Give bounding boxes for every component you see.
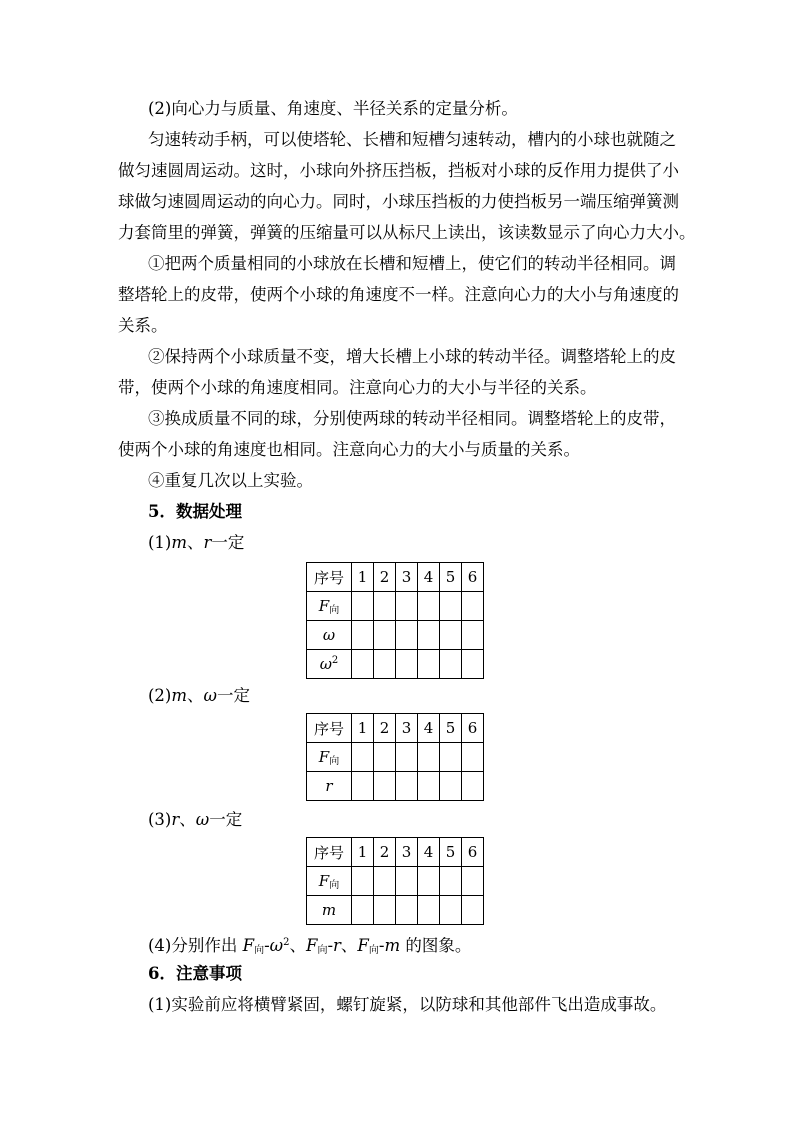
table-col-header: 1 (352, 838, 374, 867)
table-cell (462, 896, 484, 925)
paragraph-line: 带，使两个小球的角速度相同。注意向心力的大小与半径的关系。 (118, 378, 597, 397)
table-cell (352, 592, 374, 621)
table-col-header: 6 (462, 563, 484, 592)
paragraph-subheading-2: (2)向心力与质量、角速度、半径关系的定量分析。 (148, 99, 518, 118)
data-table-1 (306, 562, 484, 679)
table-cell (352, 650, 374, 679)
table-col-header: 3 (396, 838, 418, 867)
table-row (307, 714, 484, 743)
table-row (307, 650, 484, 679)
subheading-table-1: (1)m、r一定 (148, 533, 245, 552)
row-label-force: $F_向$ (307, 867, 352, 896)
table-cell (396, 592, 418, 621)
section-heading-5: 5．数据处理 (148, 502, 242, 521)
table-col-header: 4 (418, 563, 440, 592)
table-cell (396, 743, 418, 772)
paragraph-line: 使两个小球的角速度也相同。注意向心力的大小与质量的关系。 (118, 440, 580, 459)
table-cell (374, 650, 396, 679)
table-col-header: 5 (440, 714, 462, 743)
table-col-header: 5 (440, 838, 462, 867)
data-table-2 (306, 713, 484, 801)
table-cell (352, 896, 374, 925)
table-cell (418, 650, 440, 679)
table-cell (396, 772, 418, 801)
row-label-force: $F_向$ (307, 592, 352, 621)
table-cell (418, 743, 440, 772)
paragraph-line: 做匀速圆周运动。这时，小球向外挤压挡板，挡板对小球的反作用力提供了小 (118, 161, 679, 180)
table-cell (374, 592, 396, 621)
table-col-header: 1 (352, 714, 374, 743)
row-label-omega-squared: $\omega^2$ (307, 650, 352, 679)
table-cell (374, 621, 396, 650)
paragraph-line: 关系。 (118, 316, 168, 335)
table-cell (440, 650, 462, 679)
table-cell (352, 867, 374, 896)
table-cell (396, 621, 418, 650)
table-cell (440, 743, 462, 772)
paragraph-line: 力套筒里的弹簧，弹簧的压缩量可以从标尺上读出，该读数显示了向心力大小。 (118, 223, 696, 242)
table-header-cell: 序号 (307, 714, 352, 743)
paragraph-line: ①把两个质量相同的小球放在长槽和短槽上，使它们的转动半径相同。调 (148, 254, 676, 273)
table-cell (374, 743, 396, 772)
table-row (307, 772, 484, 801)
table-col-header: 6 (462, 838, 484, 867)
data-table-3 (306, 837, 484, 925)
table-cell (440, 896, 462, 925)
table-cell (396, 867, 418, 896)
table-row (307, 867, 484, 896)
table-cell (440, 772, 462, 801)
table-cell (374, 772, 396, 801)
table-col-header: 2 (374, 838, 396, 867)
paragraph-line: ④重复几次以上实验。 (148, 471, 313, 490)
table-cell (396, 896, 418, 925)
paragraph-line: (1)实验前应将横臂紧固，螺钉旋紧，以防球和其他部件飞出造成事故。 (148, 995, 667, 1014)
table-cell (374, 896, 396, 925)
paragraph-line: ③换成质量不同的球，分别使两球的转动半径相同。调整塔轮上的皮带， (148, 409, 676, 428)
paragraph-line: 匀速转动手柄，可以使塔轮、长槽和短槽匀速转动，槽内的小球也就随之 (148, 130, 676, 149)
table-cell (462, 867, 484, 896)
table-col-header: 1 (352, 563, 374, 592)
section-heading-6: 6．注意事项 (148, 964, 242, 983)
row-label-radius: r (307, 772, 352, 801)
table-cell (418, 896, 440, 925)
table-cell (374, 867, 396, 896)
subheading-table-3: (3)r、ω一定 (148, 810, 243, 829)
paragraph-line: 球做匀速圆周运动的向心力。同时，小球压挡板的力使挡板另一端压缩弹簧测 (118, 192, 679, 211)
table-row (307, 563, 484, 592)
table-col-header: 3 (396, 563, 418, 592)
table-cell (396, 650, 418, 679)
row-label-mass: m (307, 896, 352, 925)
row-label-omega: ω (307, 621, 352, 650)
table-row (307, 743, 484, 772)
table-cell (418, 772, 440, 801)
paragraph-line: 整塔轮上的皮带，使两个小球的角速度不一样。注意向心力的大小与角速度的 (118, 285, 679, 304)
table-cell (462, 621, 484, 650)
table-cell (418, 621, 440, 650)
table-cell (418, 867, 440, 896)
table-col-header: 6 (462, 714, 484, 743)
table-col-header: 4 (418, 714, 440, 743)
table-col-header: 3 (396, 714, 418, 743)
table-row (307, 592, 484, 621)
table-col-header: 5 (440, 563, 462, 592)
row-label-force: $F_向$ (307, 743, 352, 772)
table-cell (352, 743, 374, 772)
table-cell (462, 743, 484, 772)
table-cell (462, 772, 484, 801)
table-col-header: 4 (418, 838, 440, 867)
table-row (307, 621, 484, 650)
table-cell (440, 867, 462, 896)
table-row (307, 896, 484, 925)
plot-instruction: (4)分别作出 $F_向-\omega^2$、$F_向-r$、$F_向-m$ 的图象。 (148, 936, 472, 956)
table-row (307, 838, 484, 867)
paragraph-line: ②保持两个小球质量不变，增大长槽上小球的转动半径。调整塔轮上的皮 (148, 347, 676, 366)
table-cell (462, 592, 484, 621)
subheading-table-2: (2)m、ω一定 (148, 686, 250, 705)
table-cell (418, 592, 440, 621)
table-col-header: 2 (374, 714, 396, 743)
table-cell (352, 772, 374, 801)
table-cell (352, 621, 374, 650)
table-header-cell: 序号 (307, 838, 352, 867)
table-cell (440, 592, 462, 621)
table-cell (440, 621, 462, 650)
table-cell (462, 650, 484, 679)
table-header-cell: 序号 (307, 563, 352, 592)
table-col-header: 2 (374, 563, 396, 592)
